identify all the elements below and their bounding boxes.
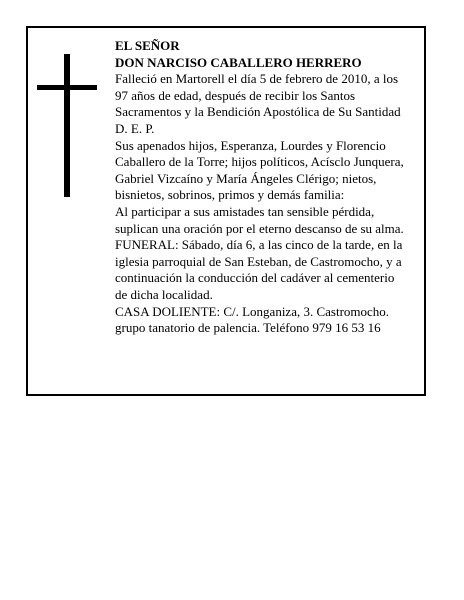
death-announcement: Falleció en Martorell el día 5 de febrero de 2010, a los 97 años de edad, después de recibir los Santos Sacramentos y la Bendición Apostólica de Su Santidad D. E. P. [115, 71, 401, 136]
funeral-home-contact: grupo tanatorio de palencia. Teléfono 979 16 53 16 [115, 320, 381, 336]
notice-text [115, 38, 421, 337]
mourning-house: CASA DOLIENTE: C/. Longaniza, 3. Castromocho. [115, 303, 390, 319]
cross-horizontal-bar [37, 85, 97, 90]
notice-title: EL SEÑOR [115, 38, 180, 53]
family-list: Sus apenados hijos, Esperanza, Lourdes y Florencio Caballero de la Torre; hijos políticos, Acísclo Junquera, Gabriel Vizcaíno y María Ángeles Clérigo; nietos, bisnietos, sobrinos, primos y demás familia: [115, 137, 404, 203]
cross-icon [37, 54, 97, 197]
cross-vertical-bar [64, 54, 70, 197]
prayer-request: Al participar a sus amistades tan sensible pérdida, suplican una oración por el eterno descanso de su alma. [115, 203, 404, 236]
deceased-name: DON NARCISO CABALLERO HERRERO [115, 54, 362, 70]
funeral-details: FUNERAL: Sábado, día 6, a las cinco de la tarde, en la iglesia parroquial de San Esteban, de Castromocho, y a continuación la conducción del cadáver al cementerio de dicha localidad. [115, 237, 403, 302]
